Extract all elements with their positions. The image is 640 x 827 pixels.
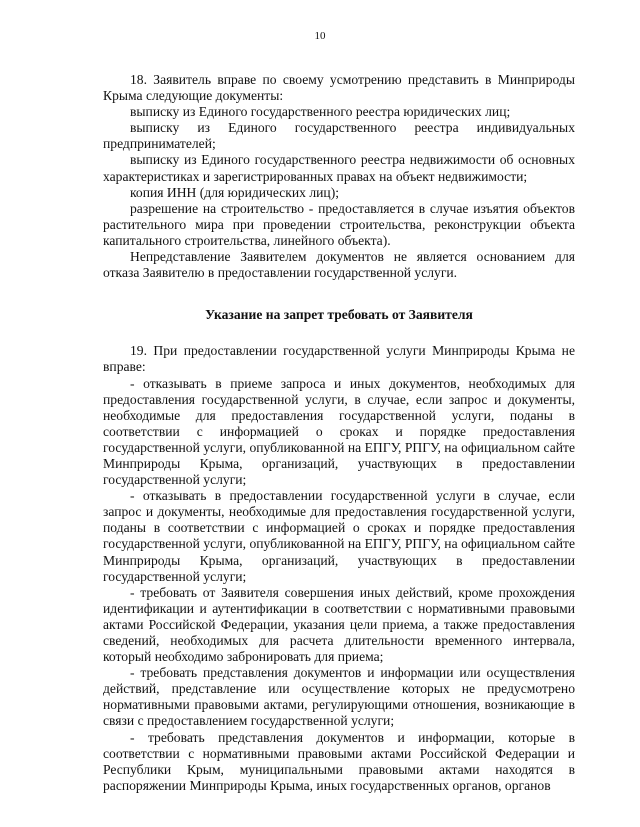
list-item: разрешение на строительство - предоставляется в случае изъятия объектов растительного мира при проведении строительства, реконструкции объекта капитального строительства, линейного объекта).: [103, 200, 575, 248]
paragraph-note: Непредставление Заявителем документов не является основанием для отказа Заявителю в предоставлении государственной услуги.: [103, 249, 575, 281]
list-item: - требовать от Заявителя совершения иных действий, кроме прохождения идентификации и аутентификации в соответствии с нормативными правовыми актами Российской Федерации, указания цели приема, а также предоставления сведений, необходимых для расчета длительности временного интервала, который необходимо забронировать для приема;: [103, 584, 575, 665]
list-item: - отказывать в приеме запроса и иных документов, необходимых для предоставления государственной услуги, в случае, если запрос и документы, необходимые для предоставления государственной услуги, поданы в соответствии с информацией о сроках и порядке предоставления государственной услуги, опубликованной на ЕПГУ, РПГУ, на официальном сайте Минприроды Крыма, организаций, участвующих в предоставлении государственной услуги;: [103, 375, 575, 488]
list-item: - отказывать в предоставлении государственной услуги в случае, если запрос и документы, необходимые для предоставления государственной услуги, поданы в соответствии с информацией о сроках и порядке предоставления государственной услуги, опубликованной на ЕПГУ, РПГУ, на официальном сайте Минприроды Крыма, организаций, участвующих в предоставлении государственной услуги;: [103, 488, 575, 584]
list-item: выписку из Единого государственного реестра индивидуальных предпринимателей;: [103, 120, 575, 152]
list-item: выписку из Единого государственного реестра недвижимости об основных характеристиках и зарегистрированных правах на объект недвижимости;: [103, 152, 575, 184]
section-heading: Указание на запрет требовать от Заявителя: [205, 307, 473, 323]
list-item: - требовать представления документов и информации или осуществления действий, представление или осуществление которых не предусмотрено нормативными правовыми актами, регулирующими отношения, возникающие в связи с предоставлением государственной услуги;: [103, 665, 575, 729]
list-item: выписку из Единого государственного реестра юридических лиц;: [130, 104, 511, 120]
page-number: 10: [314, 30, 326, 42]
paragraph-18: 18. Заявитель вправе по своему усмотрению представить в Минприроды Крыма следующие документы:: [103, 72, 575, 104]
list-item: - требовать представления документов и информации, которые в соответствии с нормативными правовыми актами Российской Федерации и Республики Крым, муниципальными правовыми актами находятся в распоряжении Минприроды Крыма, иных государственных органов, органов: [103, 729, 575, 793]
list-item: копия ИНН (для юридических лиц);: [130, 184, 340, 200]
document-body: [103, 72, 575, 794]
paragraph-19: 19. При предоставлении государственной услуги Минприроды Крыма не вправе:: [103, 343, 575, 375]
